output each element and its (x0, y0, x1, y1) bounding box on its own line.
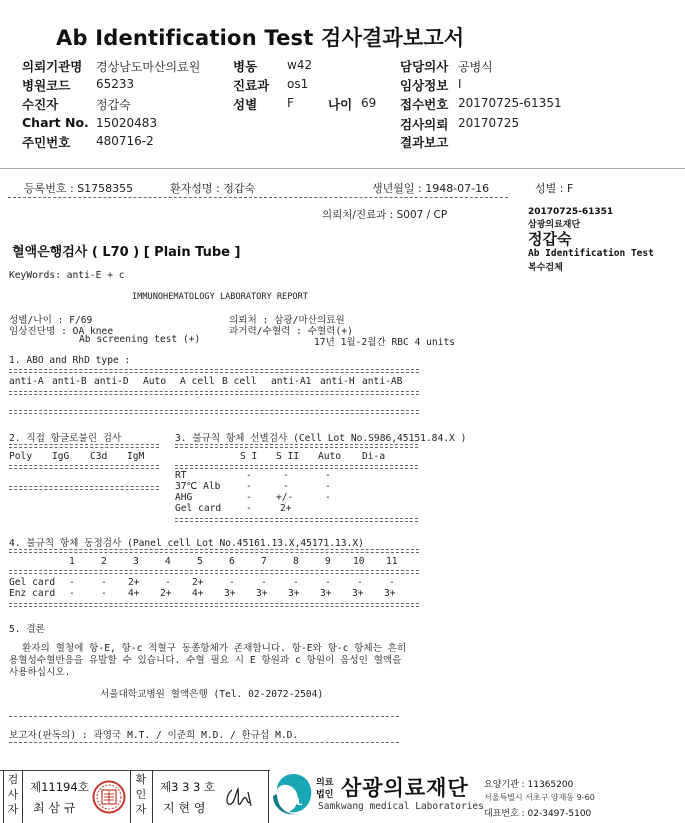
divider (175, 444, 418, 448)
screen-col-header: S II (276, 451, 300, 462)
panel-cell: 4+ (128, 588, 140, 599)
panel-cell: 4+ (192, 588, 204, 599)
patient-name: 환자성명 : 정갑숙 (170, 182, 256, 195)
transfusion-detail: 17년 1월-2월간 RBC 4 units (314, 337, 456, 348)
panel-col: 5 (197, 556, 203, 567)
keywords: KeyWords: anti-E + c (9, 270, 125, 281)
dat-col-header: IgM (127, 451, 145, 462)
panel-cell: 2+ (192, 577, 204, 588)
official-seal-icon (92, 780, 126, 814)
panel-cell: - (69, 588, 75, 599)
sex-label: 성별 (233, 97, 258, 112)
panel-cell: - (293, 577, 299, 588)
chart-value: 15020483 (96, 116, 158, 130)
panel-col: 10 (353, 556, 365, 567)
screen-cell: - (283, 481, 289, 492)
dat-col-header: C3d (90, 451, 108, 462)
receipt-label: 접수번호 (400, 97, 449, 112)
age-label: 나이 (328, 97, 353, 112)
section-heading: 혈액은행검사 ( L70 ) [ Plain Tube ] (12, 245, 241, 260)
conclusion-line: 사용하십시오. (9, 667, 71, 678)
abo-col-header: anti-D (94, 376, 129, 387)
conclusion-title: 5. 결론 (9, 624, 45, 635)
panel-row-label: Enz card (9, 588, 56, 599)
patient-value: 정갑숙 (96, 98, 131, 112)
conclusion-line: 환자의 혈청에 항-E, 항-c 적혈구 동종항체가 존재합니다. 항-E와 항-c 항체는 흔히 (22, 643, 407, 654)
corp-type: 법인 (316, 790, 334, 800)
abo-col-header: A cell (180, 376, 215, 387)
panel-cell: - (325, 577, 331, 588)
divider (175, 518, 418, 522)
hosp-code-value: 65233 (96, 77, 135, 91)
confirm-label: 확인자 (135, 773, 147, 816)
screen-cell: - (325, 481, 331, 492)
panel-cell: 2+ (128, 577, 140, 588)
panel-cell: - (101, 577, 107, 588)
transfusion-history: 과거력/수혈력 : 수혈력(+) (229, 326, 353, 337)
abo-col-header: anti-AB (362, 376, 403, 387)
request-date-value: 20170725 (458, 116, 520, 130)
panel-col: 3 (133, 556, 139, 567)
divider (175, 465, 418, 469)
footer-line (130, 770, 131, 823)
doctor-label: 담당의사 (400, 59, 449, 74)
panel-cell: 3+ (224, 588, 236, 599)
screen-cell: - (246, 503, 252, 514)
panel-cell: - (389, 577, 395, 588)
panel-row-label: Gel card (9, 577, 56, 588)
confirm-name: 지 현 영 (163, 801, 206, 815)
conclusion-line: 용혈성수혈반응을 유발할 수 있습니다. 수혈 필요 시 E 항원과 c 항원이 음성인 혈액을 (9, 655, 402, 666)
panel-col: 4 (165, 556, 171, 567)
abo-section-title: 1. ABO and RhD type : (9, 355, 131, 366)
corp-address: 서울특별시 서초구 양재동 9-60 (484, 793, 595, 802)
doc-sex: 성별 : F (535, 182, 574, 195)
ward-label: 병동 (233, 59, 258, 74)
abo-col-header: anti-B (52, 376, 87, 387)
footer-line (152, 770, 153, 823)
dept-label: 진료과 (233, 78, 270, 93)
reg-no: 등록번호 : S1758355 (24, 182, 134, 195)
panel-cell: - (69, 577, 75, 588)
rrn-value: 480716-2 (96, 134, 154, 148)
panel-col: 6 (229, 556, 235, 567)
page-title: Ab Identification Test 검사결과보고서 (56, 26, 465, 50)
screen-cell: - (325, 492, 331, 503)
screen-row-label: 37℃ Alb (175, 481, 221, 492)
sml-logo-icon (271, 772, 315, 816)
divider (8, 197, 508, 198)
footer-line (22, 770, 23, 823)
sticker-multi: 복수검체 (528, 263, 563, 273)
abo-col-header: B cell (222, 376, 257, 387)
screen-col-header: S I (240, 451, 258, 462)
divider (9, 570, 419, 574)
diagnosis: 임상진단명 : OA knee (9, 326, 114, 337)
specimen-sticker (522, 201, 664, 275)
panel-cell: 3+ (288, 588, 300, 599)
reporter: 보고자(판독의) : 곽영국 M.T. / 이준희 M.D. / 한규섭 M.D. (9, 730, 299, 741)
panel-section-title: 4. 불규칙 항체 동정검사 (Panel cell Lot No.45161.13.X,45171.13.X) (9, 538, 364, 549)
screen-cell: - (246, 492, 252, 503)
header-divider (0, 168, 685, 169)
screen-row-label: RT (175, 470, 187, 481)
sex-value: F (287, 96, 294, 110)
request-date-label: 검사의뢰 (400, 117, 449, 132)
institution-label: 의뢰기관명 (22, 59, 83, 74)
requester-dept: 의뢰처/진료과 : S007 / CP (322, 209, 448, 221)
panel-cell: 2+ (160, 588, 172, 599)
corp-english: Samkwang medical Laboratories (318, 801, 484, 812)
checker-name: 최 삼 규 (33, 801, 76, 815)
panel-col: 11 (386, 556, 398, 567)
screen-col-header: Auto (318, 451, 342, 462)
corp-type: 의료 (316, 778, 334, 788)
panel-cell: - (101, 588, 107, 599)
screen-cell: - (283, 470, 289, 481)
panel-cell: - (165, 577, 171, 588)
patient-label: 수진자 (22, 97, 59, 112)
screen-row-label: AHG (175, 492, 193, 503)
sticker-receipt: 20170725-61351 (528, 207, 614, 217)
ward-value: w42 (287, 58, 313, 72)
divider (9, 742, 399, 743)
panel-cell: - (261, 577, 267, 588)
panel-cell: 3+ (384, 588, 396, 599)
panel-cell: 3+ (352, 588, 364, 599)
dat-section-title: 2. 직접 항글로불린 검사 (9, 433, 122, 444)
lab-contact: 서울대학교병원 혈액은행 (Tel. 02-2072-2504) (100, 689, 324, 700)
divider (9, 391, 419, 395)
sticker-test: Ab Identification Test (528, 248, 654, 259)
screen-col-header: Di-a (362, 451, 386, 462)
dept-value: os1 (287, 77, 309, 91)
panel-cell: 3+ (320, 588, 332, 599)
divider (9, 369, 419, 373)
report-title: IMMUNOHEMATOLOGY LABORATORY REPORT (132, 292, 308, 302)
screen-cell: 2+ (280, 503, 292, 514)
diagnosis-detail: Ab screening test (+) (79, 334, 201, 345)
divider (9, 716, 399, 717)
panel-cell: - (229, 577, 235, 588)
hosp-code-label: 병원코드 (22, 78, 71, 93)
screen-cell: - (246, 481, 252, 492)
footer-rule (0, 770, 270, 771)
screen-cell: - (325, 470, 331, 481)
panel-col: 1 (69, 556, 75, 567)
divider (9, 603, 419, 607)
panel-cell: - (357, 577, 363, 588)
abo-col-header: anti-H (320, 376, 355, 387)
doctor-value: 공병식 (458, 60, 493, 74)
dob: 생년월일 : 1948-07-16 (372, 182, 490, 195)
confirm-license: 제3 3 3 호 (160, 780, 216, 794)
panel-col: 9 (325, 556, 331, 567)
divider (9, 549, 419, 553)
clinical-info-value: I (458, 77, 462, 91)
corp-name: 삼광의료재단 (341, 776, 469, 800)
divider (9, 444, 159, 448)
receipt-value: 20170725-61351 (458, 96, 562, 110)
footer-line (268, 770, 269, 823)
age-value: 69 (361, 96, 377, 110)
screen-section-title: 3. 불규칙 항체 선별검사 (Cell Lot No.S986,45151.84.X ) (175, 433, 467, 444)
request-org: 의뢰처 : 삼광/마산의료원 (229, 315, 345, 326)
corp-phone: 대표번호 : 02-3497-5100 (484, 809, 592, 819)
panel-col: 2 (101, 556, 107, 567)
divider (9, 486, 159, 490)
screen-row-label: Gel card (175, 503, 222, 514)
dat-col-header: Poly (9, 451, 33, 462)
result-report-label: 결과보고 (400, 135, 449, 150)
divider (9, 465, 159, 469)
signature-icon (222, 784, 256, 812)
screen-cell: +/- (276, 492, 294, 503)
rrn-label: 주민번호 (22, 135, 71, 150)
institution-code: 요양기관 : 11365200 (484, 780, 574, 790)
chart-label: Chart No. (22, 115, 89, 130)
dat-col-header: IgG (52, 451, 70, 462)
sex-age: 성별/나이 : F/69 (9, 315, 93, 326)
footer-line (3, 770, 4, 823)
screen-cell: - (246, 470, 252, 481)
panel-cell: 3+ (256, 588, 268, 599)
divider (9, 410, 419, 414)
abo-col-header: anti-A1 (271, 376, 312, 387)
checker-label: 검사자 (7, 773, 19, 816)
panel-col: 7 (261, 556, 267, 567)
clinical-info-label: 임상정보 (400, 78, 449, 93)
sticker-lab: 삼광의료재단 (528, 220, 581, 230)
checker-license: 제11194호 (30, 780, 89, 794)
sticker-name: 정갑숙 (528, 230, 572, 248)
abo-col-header: anti-A (9, 376, 44, 387)
panel-col: 8 (293, 556, 299, 567)
sml-logo-text: SML (281, 798, 303, 808)
institution-value: 경상남도마산의료원 (96, 60, 201, 74)
abo-col-header: Auto (143, 376, 167, 387)
